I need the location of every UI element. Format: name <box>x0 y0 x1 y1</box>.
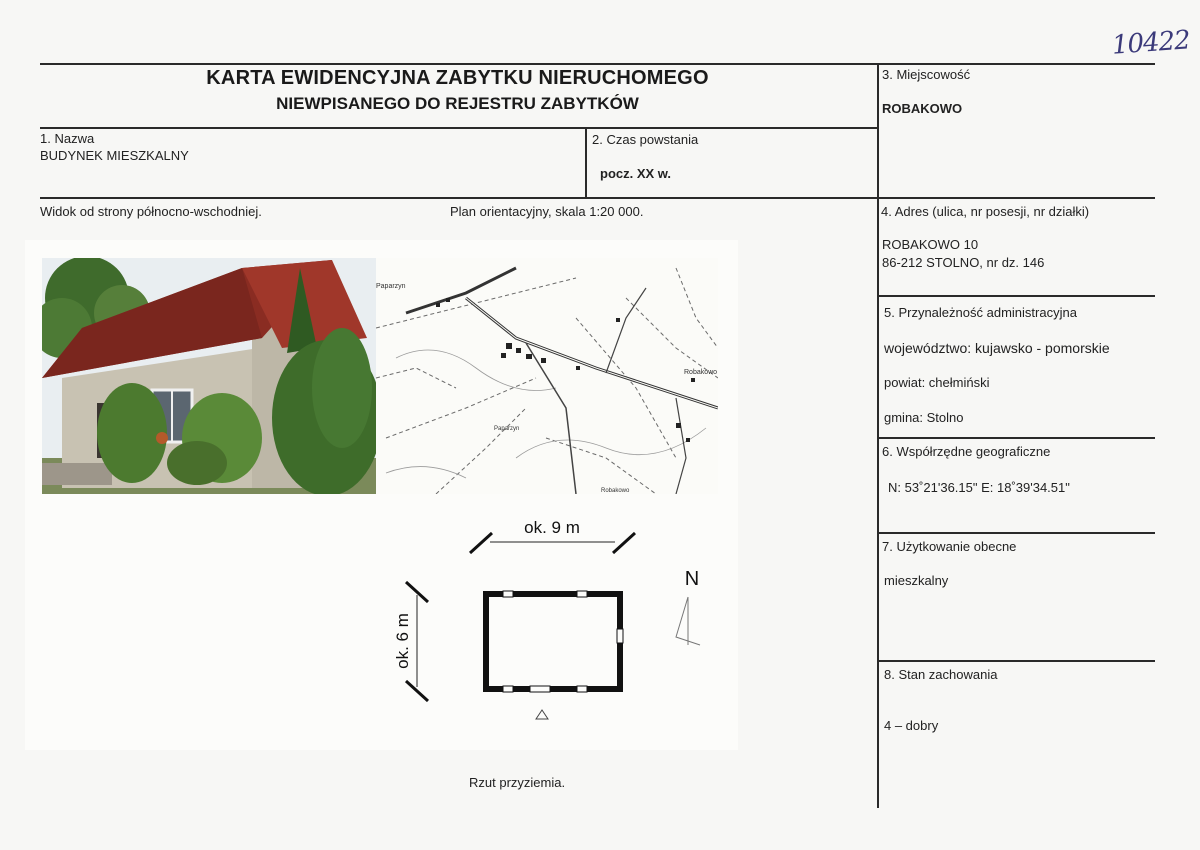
view-caption: Widok od strony północno-wschodniej. <box>40 204 262 219</box>
admin-county: powiat: chełmiński <box>884 375 990 390</box>
card-title-line2: NIEWPISANEGO DO REJESTRU ZABYTKÓW <box>276 94 639 113</box>
admin-voivodeship: województwo: kujawsko - pomorskie <box>884 340 1110 356</box>
place-label: 3. Miejscowość <box>882 67 971 82</box>
name-value: BUDYNEK MIESZKALNY <box>40 148 189 163</box>
usage-value: mieszkalny <box>884 573 949 588</box>
card-title-line1: KARTA EWIDENCYJNA ZABYTKU NIERUCHOMEGO <box>206 67 709 89</box>
handwritten-reference-number: 10422 <box>1111 25 1191 61</box>
usage-label: 7. Użytkowanie obecne <box>882 539 1017 554</box>
plan-caption: Plan orientacyjny, skala 1:20 000. <box>450 204 644 219</box>
height-dimension-label: ok. 6 m <box>393 613 412 669</box>
title-bottom-line <box>40 127 878 129</box>
time-label: 2. Czas powstania <box>592 132 699 147</box>
address-bottom-line <box>878 295 1155 297</box>
name-label: 1. Nazwa <box>40 131 95 146</box>
place-value: ROBAKOWO <box>882 101 963 116</box>
north-label: N <box>684 568 700 590</box>
width-dimension-label: ok. 9 m <box>524 518 580 537</box>
coords-label: 6. Współrzędne geograficzne <box>882 444 1051 459</box>
orientation-map <box>376 258 718 494</box>
floor-plan-sketch <box>380 505 720 735</box>
map-label-robakowo-bottom: Robakowo <box>601 488 630 494</box>
map-label-paparzyn-top: Paparzyn <box>376 283 406 290</box>
condition-label: 8. Stan zachowania <box>884 667 998 682</box>
north-arrow-icon <box>676 597 700 645</box>
building-photo <box>42 258 376 494</box>
row1-bottom-line <box>40 197 1155 199</box>
time-value: pocz. XX w. <box>600 166 672 181</box>
address-line2: 86-212 STOLNO, nr dz. 146 <box>882 255 1045 270</box>
condition-value: 4 – dobry <box>884 718 939 733</box>
address-label: 4. Adres (ulica, nr posesji, nr działki) <box>881 204 1090 219</box>
admin-commune: gmina: Stolno <box>884 410 964 425</box>
address-line1: ROBAKOWO 10 <box>882 237 979 252</box>
map-label-paparzyn-mid: Paparzyn <box>494 426 520 432</box>
admin-bottom-line <box>878 437 1155 439</box>
coords-bottom-line <box>878 532 1155 534</box>
main-vertical-divider <box>877 63 879 808</box>
coords-value: N: 53˚21'36.15" E: 18˚39'34.51" <box>888 480 1070 495</box>
top-border-line <box>40 63 1155 65</box>
admin-label: 5. Przynależność administracyjna <box>884 305 1077 320</box>
map-label-robakowo-right: Robakowo <box>684 369 718 376</box>
usage-bottom-line <box>878 660 1155 662</box>
floor-plan-caption: Rzut przyziemia. <box>469 775 566 790</box>
name-time-divider <box>585 127 587 198</box>
